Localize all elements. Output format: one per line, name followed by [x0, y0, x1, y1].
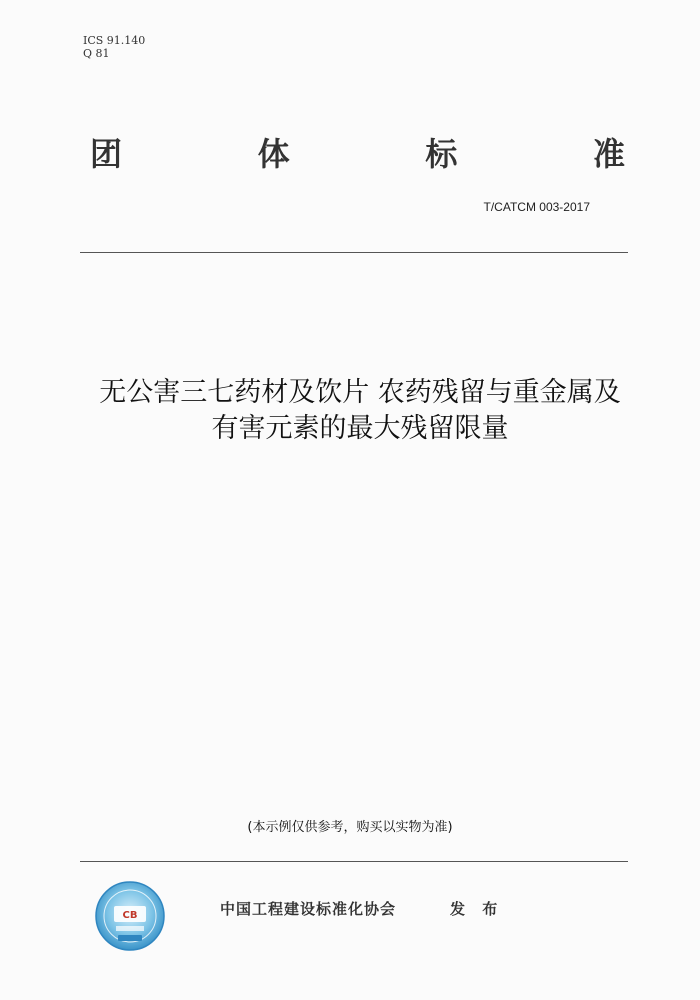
publish-label: 发 布: [450, 900, 504, 918]
sample-note: (本示例仅供参考，购买以实物为准): [247, 820, 453, 835]
certification-seal-icon: [94, 880, 166, 952]
standard-type-char: 准: [592, 135, 625, 173]
ccs-code: Q 81: [83, 47, 110, 60]
standard-type-heading: [90, 132, 625, 176]
ics-code: ICS 91.140: [83, 34, 146, 47]
standard-type-char: 标: [425, 135, 458, 173]
standard-type-char: 体: [257, 135, 290, 173]
document-title-line-1: 无公害三七药材及饮片 农药残留与重金属及: [99, 377, 621, 408]
document-title-line-2: 有害元素的最大残留限量: [211, 413, 509, 444]
top-divider: [80, 252, 628, 253]
svg-text:CB: CB: [122, 910, 138, 921]
classification-codes: [83, 34, 145, 60]
publisher-name: 中国工程建设标准化协会: [220, 900, 397, 918]
document-title: [40, 375, 680, 447]
standard-type-char: 团: [90, 135, 123, 173]
bottom-divider: [80, 861, 628, 862]
standard-number: T/CATCM 003-2017: [483, 200, 590, 214]
